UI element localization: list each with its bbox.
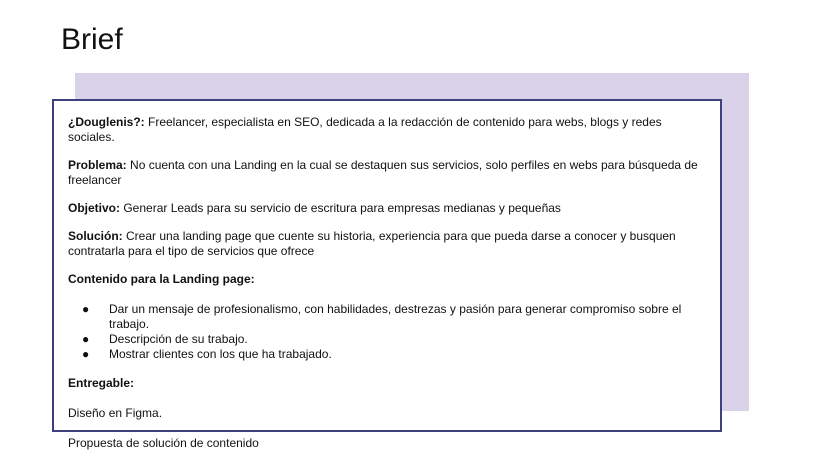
- solution-label: Solución:: [68, 229, 123, 243]
- objective-paragraph: [68, 201, 706, 216]
- solution-paragraph: [68, 229, 706, 259]
- list-item: [68, 347, 706, 362]
- problem-text: No cuenta con una Landing en la cual se destaquen sus servicios, solo perfiles en webs para búsqueda de freelancer: [68, 158, 698, 187]
- list-item-text: Descripción de su trabajo.: [109, 332, 248, 346]
- list-item-text: Dar un mensaje de profesionalismo, con habilidades, destrezas y pasión para generar compromiso sobre el trabajo.: [109, 302, 682, 331]
- bullet-icon: ●: [82, 332, 90, 346]
- list-item-text: Mostrar clientes con los que ha trabajado.: [109, 347, 332, 361]
- content-heading: Contenido para la Landing page:: [68, 272, 255, 286]
- objective-text: Generar Leads para su servicio de escritura para empresas medianas y pequeñas: [120, 201, 561, 215]
- problem-paragraph: [68, 158, 706, 188]
- bullet-icon: ●: [82, 302, 90, 316]
- who-label: ¿Douglenis?:: [68, 115, 145, 129]
- objective-label: Objetivo:: [68, 201, 121, 215]
- list-item: [68, 302, 706, 332]
- content-list: [68, 302, 706, 362]
- solution-text: Crear una landing page que cuente su historia, experiencia para que pueda darse a conocer y busquen contratarla para el tipo de servicios que ofrece: [68, 229, 676, 258]
- deliverable-item: Diseño en Figma.: [68, 406, 163, 420]
- deliverable-heading: Entregable:: [68, 376, 135, 390]
- who-text: Freelancer, especialista en SEO, dedicada a la redacción de contenido para webs, blogs y redes sociales.: [68, 115, 662, 144]
- list-item: [68, 332, 706, 347]
- brief-card: [52, 99, 722, 450]
- who-paragraph: [68, 115, 706, 145]
- problem-label: Problema:: [68, 158, 127, 172]
- bullet-icon: ●: [82, 347, 90, 361]
- slide-title: Brief: [61, 23, 123, 56]
- deliverable-item: Propuesta de solución de contenido: [68, 436, 259, 450]
